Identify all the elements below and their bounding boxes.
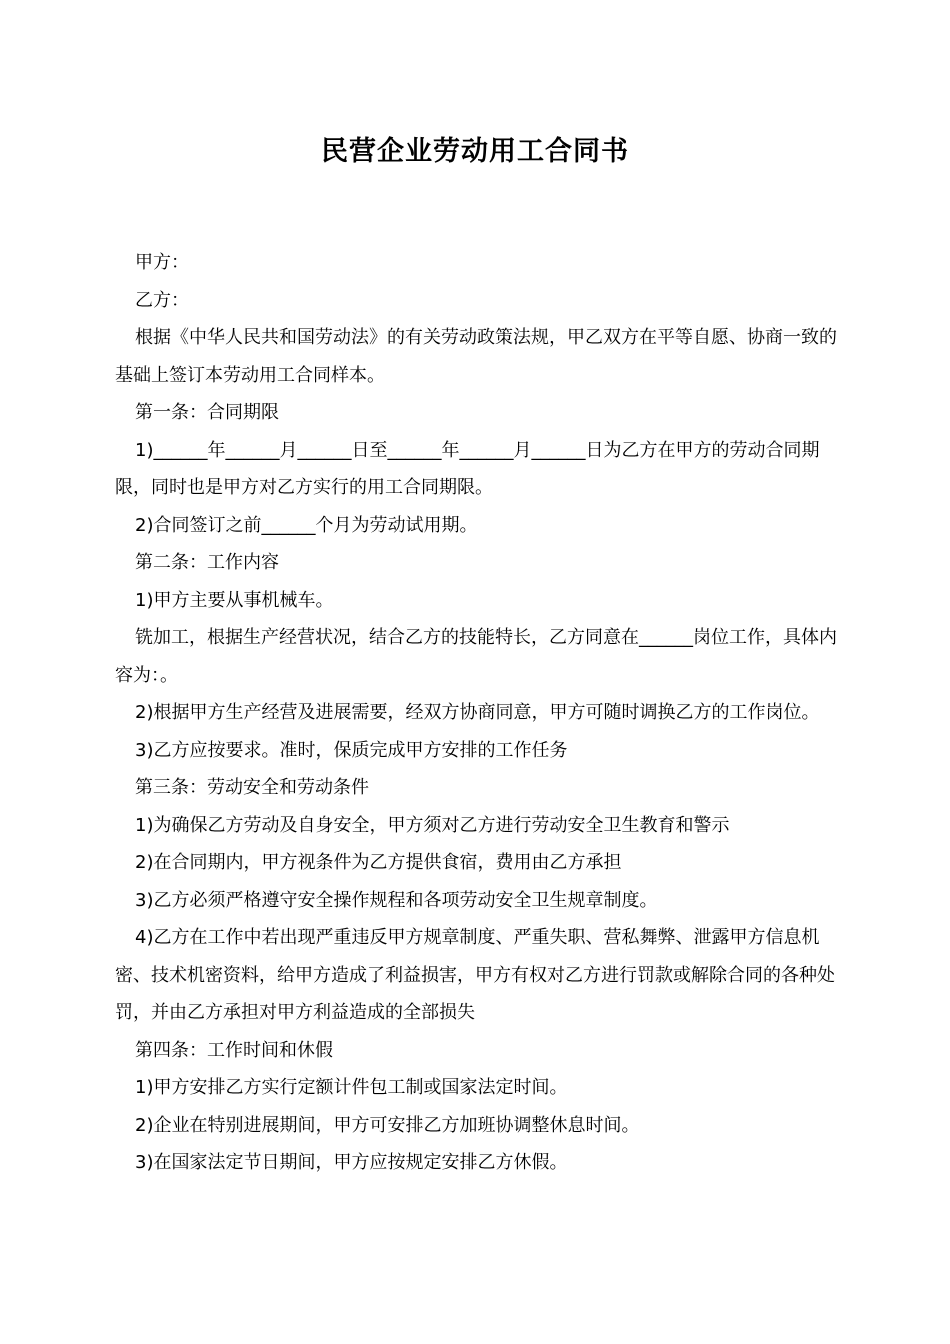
article-4-clause-3: 3)在国家法定节日期间，甲方应按规定安排乙方休假。 bbox=[135, 1152, 568, 1173]
document-body bbox=[115, 244, 840, 1182]
article-2-clause-1-continued: 铣加工，根据生产经营状况，结合乙方的技能特长，乙方同意在______岗位工作，具体内容为：。 bbox=[115, 627, 837, 686]
article-2-clause-2: 2)根据甲方生产经营及进展需要，经双方协商同意，甲方可随时调换乙方的工作岗位。 bbox=[135, 702, 820, 723]
article-2-heading: 第二条：工作内容 bbox=[135, 552, 279, 573]
party-a-line: 甲方： bbox=[135, 252, 189, 273]
article-3-clause-1: 1)为确保乙方劳动及自身安全，甲方须对乙方进行劳动安全卫生教育和警示 bbox=[135, 814, 730, 836]
article-4-heading: 第四条：工作时间和休假 bbox=[135, 1039, 333, 1061]
article-2-clause-1: 1)甲方主要从事机械车。 bbox=[135, 589, 334, 611]
preamble-paragraph: 根据《中华人民共和国劳动法》的有关劳动政策法规，甲乙双方在平等自愿、协商一致的基础上签订本劳动用工合同样本。 bbox=[115, 327, 837, 386]
document-title: 民营企业劳动用工合同书 bbox=[321, 136, 629, 167]
article-4-clause-1: 1)甲方安排乙方实行定额计件包工制或国家法定时间。 bbox=[135, 1077, 568, 1098]
article-3-clause-3: 3)乙方必须严格遵守安全操作规程和各项劳动安全卫生规章制度。 bbox=[135, 889, 658, 911]
article-3-clause-2: 2)在合同期内，甲方视条件为乙方提供食宿，费用由乙方承担 bbox=[135, 852, 622, 873]
article-1-clause-2: 2)合同签订之前______个月为劳动试用期。 bbox=[135, 514, 478, 536]
article-4-clause-2: 2)企业在特别进展期间，甲方可安排乙方加班协调整休息时间。 bbox=[135, 1114, 640, 1136]
article-2-clause-3: 3)乙方应按要求。准时，保质完成甲方安排的工作任务 bbox=[135, 739, 568, 761]
party-b-line: 乙方： bbox=[135, 289, 189, 311]
article-3-clause-4: 4)乙方在工作中若出现严重违反甲方规章制度、严重失职、营私舞弊、泄露甲方信息机密、技术机密资料，给甲方造成了利益损害，甲方有权对乙方进行罚款或解除合同的各种处罚，并由乙方承担对甲方利益造成的全部损失 bbox=[115, 927, 835, 1023]
article-3-heading: 第三条：劳动安全和劳动条件 bbox=[135, 777, 369, 798]
article-1-clause-1: 1)______年______月______日至______年______月______日为乙方在甲方的劳动合同期限，同时也是甲方对乙方实行的用工合同期限。 bbox=[115, 439, 820, 498]
article-1-heading: 第一条：合同期限 bbox=[135, 402, 279, 423]
